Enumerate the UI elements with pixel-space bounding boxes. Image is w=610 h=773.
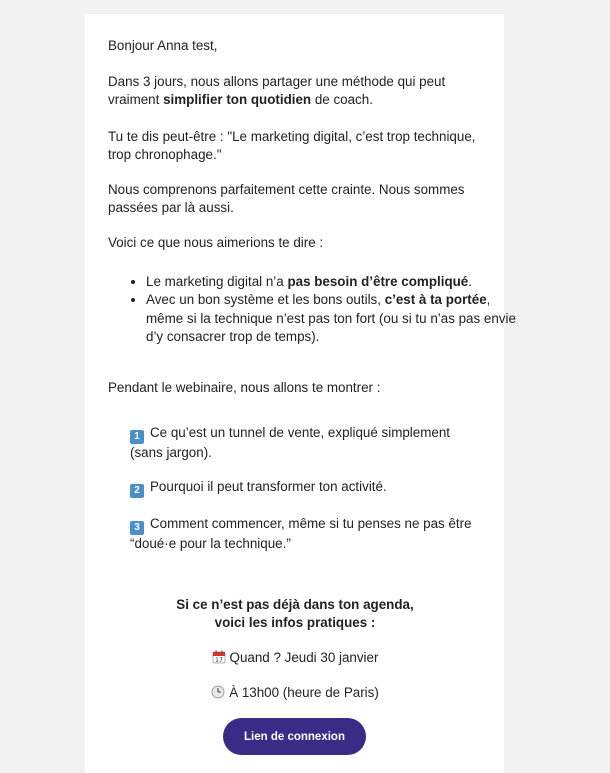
- step-item: [130, 515, 482, 553]
- email-card: [85, 14, 516, 773]
- paragraph-voici: Voici ce que nous aimerions te dire :: [108, 235, 324, 250]
- event-time: [108, 684, 482, 702]
- connection-link-button[interactable]: Lien de connexion: [223, 718, 366, 755]
- bullet-text: Avec un bon système et les bons outils,: [146, 292, 385, 308]
- keycap-3-icon: 3: [130, 521, 144, 535]
- bullet-end: .: [468, 274, 472, 289]
- step-text: Comment commencer, même si tu penses ne pas être “doué·e pour la technique.”: [130, 516, 472, 551]
- bullet-bold: c’est à ta portée: [384, 292, 487, 308]
- step-text: Ce qu’est un tunnel de vente, expliqué simplement (sans jargon).: [130, 425, 450, 460]
- svg-text:17: 17: [214, 657, 223, 664]
- bullet-list: [108, 273, 520, 346]
- bullet-end: , même si la technique n’est pas ton fort (ou si tu n’as pas envie d’y consacrer trop de temps).: [146, 292, 516, 344]
- step-item: [130, 424, 482, 462]
- bullet-bold: pas besoin d’être compliqué: [287, 274, 469, 289]
- keycap-1-icon: 1: [130, 430, 144, 444]
- step-text: Pourquoi il peut transformer ton activité.: [150, 479, 387, 494]
- agenda-heading: [108, 596, 482, 633]
- paragraph-webinar: Pendant le webinaire, nous allons te montrer :: [108, 380, 381, 395]
- intro-end: de coach.: [311, 92, 373, 108]
- paragraph-quote: Tu te dis peut-être : "Le marketing digital, c’est trop technique, trop chronophage.": [108, 129, 476, 163]
- event-date: [108, 649, 482, 667]
- agenda-line-1: Si ce n’est pas déjà dans ton agenda,: [176, 597, 414, 612]
- step-item: [130, 478, 482, 498]
- keycap-2-icon: 2: [130, 484, 144, 498]
- paragraph-intro: [108, 73, 482, 110]
- clock-icon: [211, 685, 225, 699]
- intro-bold: simplifier ton quotidien: [163, 92, 312, 108]
- list-item: [146, 291, 520, 346]
- bullet-text: Le marketing digital n’a: [146, 274, 288, 289]
- date-text: Quand ? Jeudi 30 janvier: [229, 650, 379, 665]
- time-text: À 13h00 (heure de Paris): [229, 685, 379, 700]
- list-item: [146, 273, 520, 291]
- paragraph-understand: Nous comprenons parfaitement cette crainte. Nous sommes passées par là aussi.: [108, 182, 465, 216]
- agenda-line-2: voici les infos pratiques :: [214, 615, 376, 631]
- greeting: Bonjour Anna test,: [108, 38, 218, 53]
- intro-text: Dans 3 jours, nous allons partager une méthode qui peut vraiment: [108, 74, 446, 108]
- calendar-icon: [212, 650, 226, 664]
